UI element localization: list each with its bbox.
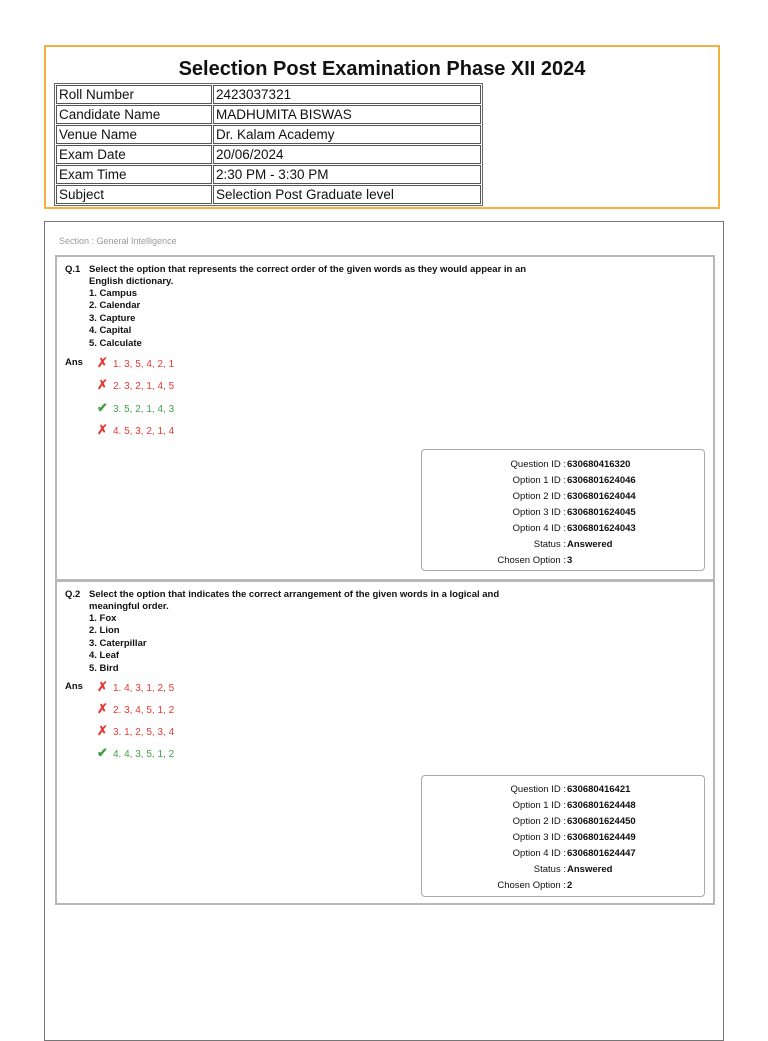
info-label: Venue Name xyxy=(56,125,212,144)
answer-option-4 xyxy=(97,745,174,761)
answer-option-text: 1. 3, 5, 4, 2, 1 xyxy=(113,359,175,370)
candidate-header xyxy=(44,45,720,209)
question-items xyxy=(89,288,529,350)
meta-value: 2 xyxy=(567,880,573,891)
question-text: Select the option that indicates the correct arrangement of the given words in a logical and meaningful order. xyxy=(89,589,500,612)
question-number: Q.2 xyxy=(65,589,81,600)
question-item: 4. Capital xyxy=(89,325,132,337)
answer-label: Ans xyxy=(65,357,83,368)
question-item: 5. Bird xyxy=(89,662,119,674)
answer-option-text: 3. 5, 2, 1, 4, 3 xyxy=(113,404,175,415)
question-item: 2. Calendar xyxy=(89,300,141,312)
answer-option-2 xyxy=(97,701,174,717)
meta-label: Status : xyxy=(533,539,566,550)
answer-option-3 xyxy=(97,400,174,416)
meta-value: 6306801624450 xyxy=(567,816,636,827)
question-item: 1. Campus xyxy=(89,288,138,299)
info-label: Exam Date xyxy=(56,145,212,164)
section-panel xyxy=(44,221,724,1041)
answer-option-2 xyxy=(97,377,174,393)
meta-label: Option 3 ID : xyxy=(512,832,566,843)
meta-value: 6306801624449 xyxy=(567,832,636,843)
meta-label: Option 4 ID : xyxy=(512,523,566,534)
question-text-block xyxy=(89,589,529,675)
meta-value: 6306801624044 xyxy=(567,491,636,502)
meta-value: Answered xyxy=(567,864,613,875)
meta-label: Question ID : xyxy=(510,784,566,795)
answer-option-1 xyxy=(97,679,174,695)
info-row-candidate-name xyxy=(56,105,481,124)
question-item: 3. Capture xyxy=(89,312,136,324)
question-item: 3. Caterpillar xyxy=(89,637,147,649)
cross-icon: ✗ xyxy=(97,377,108,392)
meta-label: Option 2 ID : xyxy=(512,491,566,502)
info-label: Roll Number xyxy=(56,85,212,104)
meta-value: 6306801624046 xyxy=(567,475,636,486)
info-value: 2:30 PM - 3:30 PM xyxy=(213,165,481,184)
meta-value: 6306801624045 xyxy=(567,507,636,518)
meta-label: Chosen Option : xyxy=(497,880,566,891)
info-label: Exam Time xyxy=(56,165,212,184)
answer-option-3 xyxy=(97,723,174,739)
answer-option-text: 4. 4, 3, 5, 1, 2 xyxy=(113,749,175,760)
check-icon: ✔ xyxy=(97,400,108,415)
meta-value: 630680416421 xyxy=(567,784,631,795)
question-card-1 xyxy=(55,255,715,581)
question-meta-box xyxy=(421,449,705,571)
info-label: Subject xyxy=(56,185,212,204)
answer-option-text: 2. 3, 2, 1, 4, 5 xyxy=(113,381,175,392)
info-value: 20/06/2024 xyxy=(213,145,481,164)
info-row-venue-name xyxy=(56,125,481,144)
info-row-roll-number xyxy=(56,85,481,104)
info-label: Candidate Name xyxy=(56,105,212,124)
info-value: 2423037321 xyxy=(213,85,481,104)
answer-option-1 xyxy=(97,355,174,371)
check-icon: ✔ xyxy=(97,745,108,760)
answer-label: Ans xyxy=(65,681,83,692)
cross-icon: ✗ xyxy=(97,355,108,370)
info-row-subject xyxy=(56,185,481,204)
answer-option-text: 3. 1, 2, 5, 3, 4 xyxy=(113,727,175,738)
question-meta-box xyxy=(421,775,705,897)
question-item: 4. Leaf xyxy=(89,650,120,662)
question-number: Q.1 xyxy=(65,264,81,275)
info-value: Dr. Kalam Academy xyxy=(213,125,481,144)
info-value: Selection Post Graduate level xyxy=(213,185,481,204)
cross-icon: ✗ xyxy=(97,701,108,716)
question-text: Select the option that represents the correct order of the given words as they would appear in an English dictionary. xyxy=(89,264,527,287)
question-item: 1. Fox xyxy=(89,613,117,624)
cross-icon: ✗ xyxy=(97,723,108,738)
answer-option-text: 2. 3, 4, 5, 1, 2 xyxy=(113,705,175,716)
section-title: Section : General Intelligence xyxy=(59,236,177,246)
meta-label: Status : xyxy=(533,864,566,875)
question-item: 2. Lion xyxy=(89,625,120,637)
meta-label: Option 1 ID : xyxy=(512,475,566,486)
meta-label: Question ID : xyxy=(510,459,566,470)
meta-value: 6306801624043 xyxy=(567,523,636,534)
answer-option-4 xyxy=(97,422,174,438)
meta-label: Option 4 ID : xyxy=(512,848,566,859)
question-card-2 xyxy=(55,580,715,905)
meta-label: Option 2 ID : xyxy=(512,816,566,827)
info-row-exam-date xyxy=(56,145,481,164)
meta-label: Chosen Option : xyxy=(497,555,566,566)
question-items xyxy=(89,613,529,675)
meta-value: 6306801624447 xyxy=(567,848,636,859)
meta-value: 630680416320 xyxy=(567,459,631,470)
info-value: MADHUMITA BISWAS xyxy=(213,105,481,124)
meta-label: Option 3 ID : xyxy=(512,507,566,518)
cross-icon: ✗ xyxy=(97,679,108,694)
meta-value: Answered xyxy=(567,539,613,550)
meta-value: 6306801624448 xyxy=(567,800,636,811)
meta-value: 3 xyxy=(567,555,573,566)
answer-option-text: 1. 4, 3, 1, 2, 5 xyxy=(113,683,175,694)
candidate-info-table xyxy=(54,83,483,206)
info-row-exam-time xyxy=(56,165,481,184)
cross-icon: ✗ xyxy=(97,422,108,437)
page-title: Selection Post Examination Phase XII 2024 xyxy=(178,58,586,80)
meta-label: Option 1 ID : xyxy=(512,800,566,811)
question-item: 5. Calculate xyxy=(89,337,142,349)
answer-option-text: 4. 5, 3, 2, 1, 4 xyxy=(113,426,175,437)
question-text-block xyxy=(89,264,529,350)
